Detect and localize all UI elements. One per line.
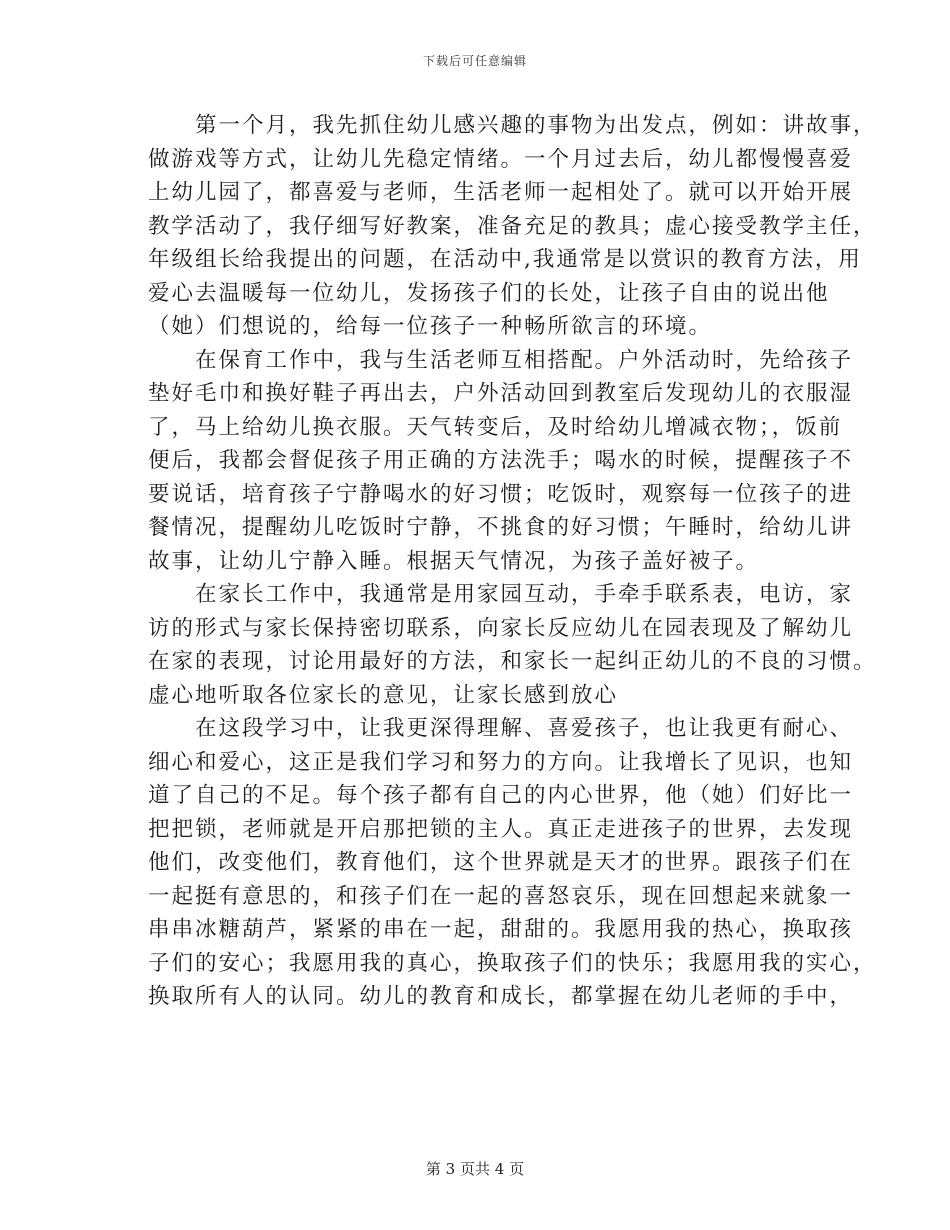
paragraph-parent-work [148, 578, 877, 712]
text-line: 他们，改变他们，教育他们，这个世界就是天才的世界。跟孩子们在 [148, 850, 854, 875]
text-line: 故事，让幼儿宁静入睡。根据天气情况，为孩子盖好被子。 [148, 548, 760, 574]
text-line: 细心和爱心，这正是我们学习和努力的方向。让我增长了见识，也知 [148, 749, 854, 775]
text-line: 了，马上给幼儿换衣服。天气转变后，及时给幼儿增减衣物；，饭前 [148, 414, 843, 440]
text-line: 换取所有人的认同。幼儿的教育和成长，都掌握在幼儿老师的手中， [148, 984, 854, 1009]
text-line: 上幼儿园了，都喜爱与老师，生活老师一起相处了。就可以开始开展 [148, 180, 854, 205]
text-line: 第一个月，我先抓住幼儿感兴趣的事物为出发点，例如：讲故事， [148, 113, 877, 138]
text-line: 道了自己的不足。每个孩子都有自己的内心世界，他（她）们好比一 [148, 783, 854, 808]
text-line: 虚心地听取各位家长的意见，让家长感到放心 [148, 682, 619, 708]
text-line: （她）们想说的，给每一位孩子一种畅所欲言的环境。 [148, 314, 713, 339]
text-line: 垫好毛巾和换好鞋子再出去，户外活动回到教室后发现幼儿的衣服湿 [148, 381, 854, 406]
text-line: 教学活动了，我仔细写好教案，准备充足的教具；虚心接受教学主任， [148, 213, 877, 239]
text-line: 餐情况，提醒幼儿吃饭时宁静，不挑食的好习惯；午睡时，给幼儿讲 [148, 515, 854, 540]
text-line: 要说话，培育孩子宁静喝水的好习惯；吃饭时，观察每一位孩子的进 [148, 481, 854, 507]
text-line: 串串冰糖葫芦，紧紧的串在一起，甜甜的。我愿用我的热心，换取孩 [148, 917, 854, 942]
text-line: 一起挺有意思的，和孩子们在一起的喜怒哀乐，现在回想起来就象一 [148, 883, 854, 909]
text-line: 在家长工作中，我通常是用家园互动，手牵手联系表，电访，家 [148, 582, 854, 607]
text-line: 便后，我都会督促孩子用正确的方法洗手；喝水的时候，提醒孩子不 [148, 448, 854, 473]
text-line: 子们的安心；我愿用我的真心，换取孩子们的快乐；我愿用我的实心， [148, 950, 877, 976]
paragraph-childcare-work [148, 344, 854, 579]
page-header-note: 下载后可任意编辑 [422, 54, 527, 68]
paragraph-first-month [148, 109, 877, 344]
text-line: 在家的表现，讨论用最好的方法，和家长一起纠正幼儿的不良的习惯。 [148, 649, 877, 674]
text-line: 做游戏等方式，让幼儿先稳定情绪。一个月过去后，幼儿都慢慢喜爱 [148, 146, 854, 172]
text-line: 爱心去温暖每一位幼儿，发扬孩子们的长处，让孩子自由的说出他 [148, 280, 830, 306]
page-number-footer: 第 3 页共 4 页 [425, 1160, 525, 1178]
text-line: 在保育工作中，我与生活老师互相搭配。户外活动时，先给孩子 [148, 347, 854, 373]
paragraph-reflection [148, 712, 877, 1014]
text-line: 年级组长给我提出的问题，在活动中,我通常是以赏识的教育方法，用 [148, 247, 862, 272]
text-line: 在这段学习中，让我更深得理解、喜爱孩子，也让我更有耐心、 [148, 716, 854, 741]
text-line: 把把锁，老师就是开启那把锁的主人。真正走进孩子的世界，去发现 [148, 816, 854, 842]
document-body [148, 109, 877, 1014]
text-line: 访的形式与家长保持密切联系，向家长反应幼儿在园表现及了解幼儿 [148, 615, 854, 641]
